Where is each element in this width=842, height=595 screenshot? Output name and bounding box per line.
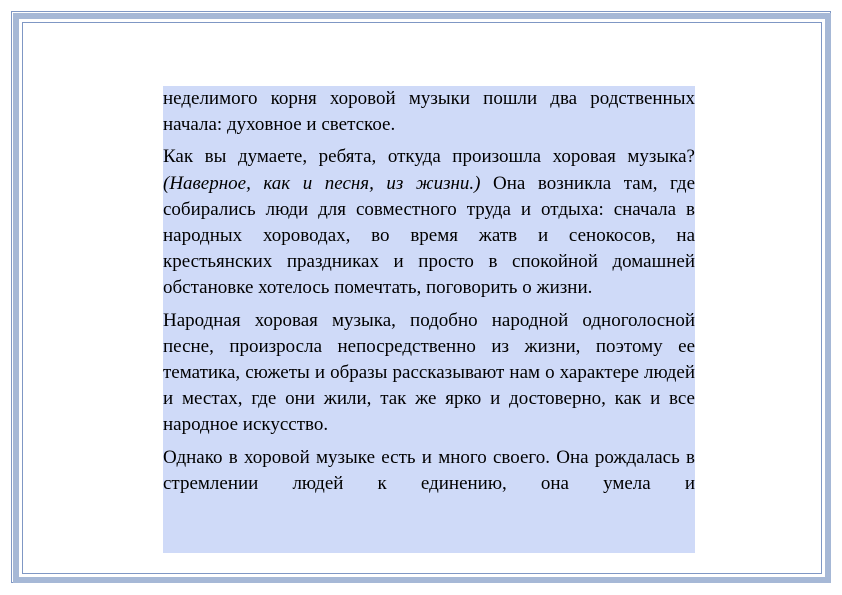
paragraph-2-start: Как вы думаете, ребята, откуда произошла хоровая музыка? [163, 146, 695, 168]
paragraph-3: Народная хоровая музыка, подобно народной одноголосной песне, произросла непосредственно из жизни, поэтому ее тематика, сюжеты и образы рассказывают нам о характере людей и местах, где они жили, так же ярко и достоверно, как и все народное искусство. [163, 309, 695, 436]
paragraph-2-italic: (Наверное, как и песня, из жизни.) [163, 172, 481, 194]
text-block [163, 86, 695, 553]
paragraph-4: Однако в хоровой музыке есть и много своего. Она рождалась в стремлении людей к единению, она умела и [163, 446, 695, 494]
paragraph-2-end: Она возникла там, где собирались люди для совместного труда и отдыха: сначала в народных хороводах, во время жатв и сенокосов, на крестьянских праздниках и просто в спокойной домашней обстановке хотелось помечтать, поговорить о жизни. [163, 172, 695, 299]
paragraph-2 [163, 144, 695, 301]
paragraph-1: неделимого корня хоровой музыки пошли два родственных начала: духовное и светское. [163, 88, 695, 136]
